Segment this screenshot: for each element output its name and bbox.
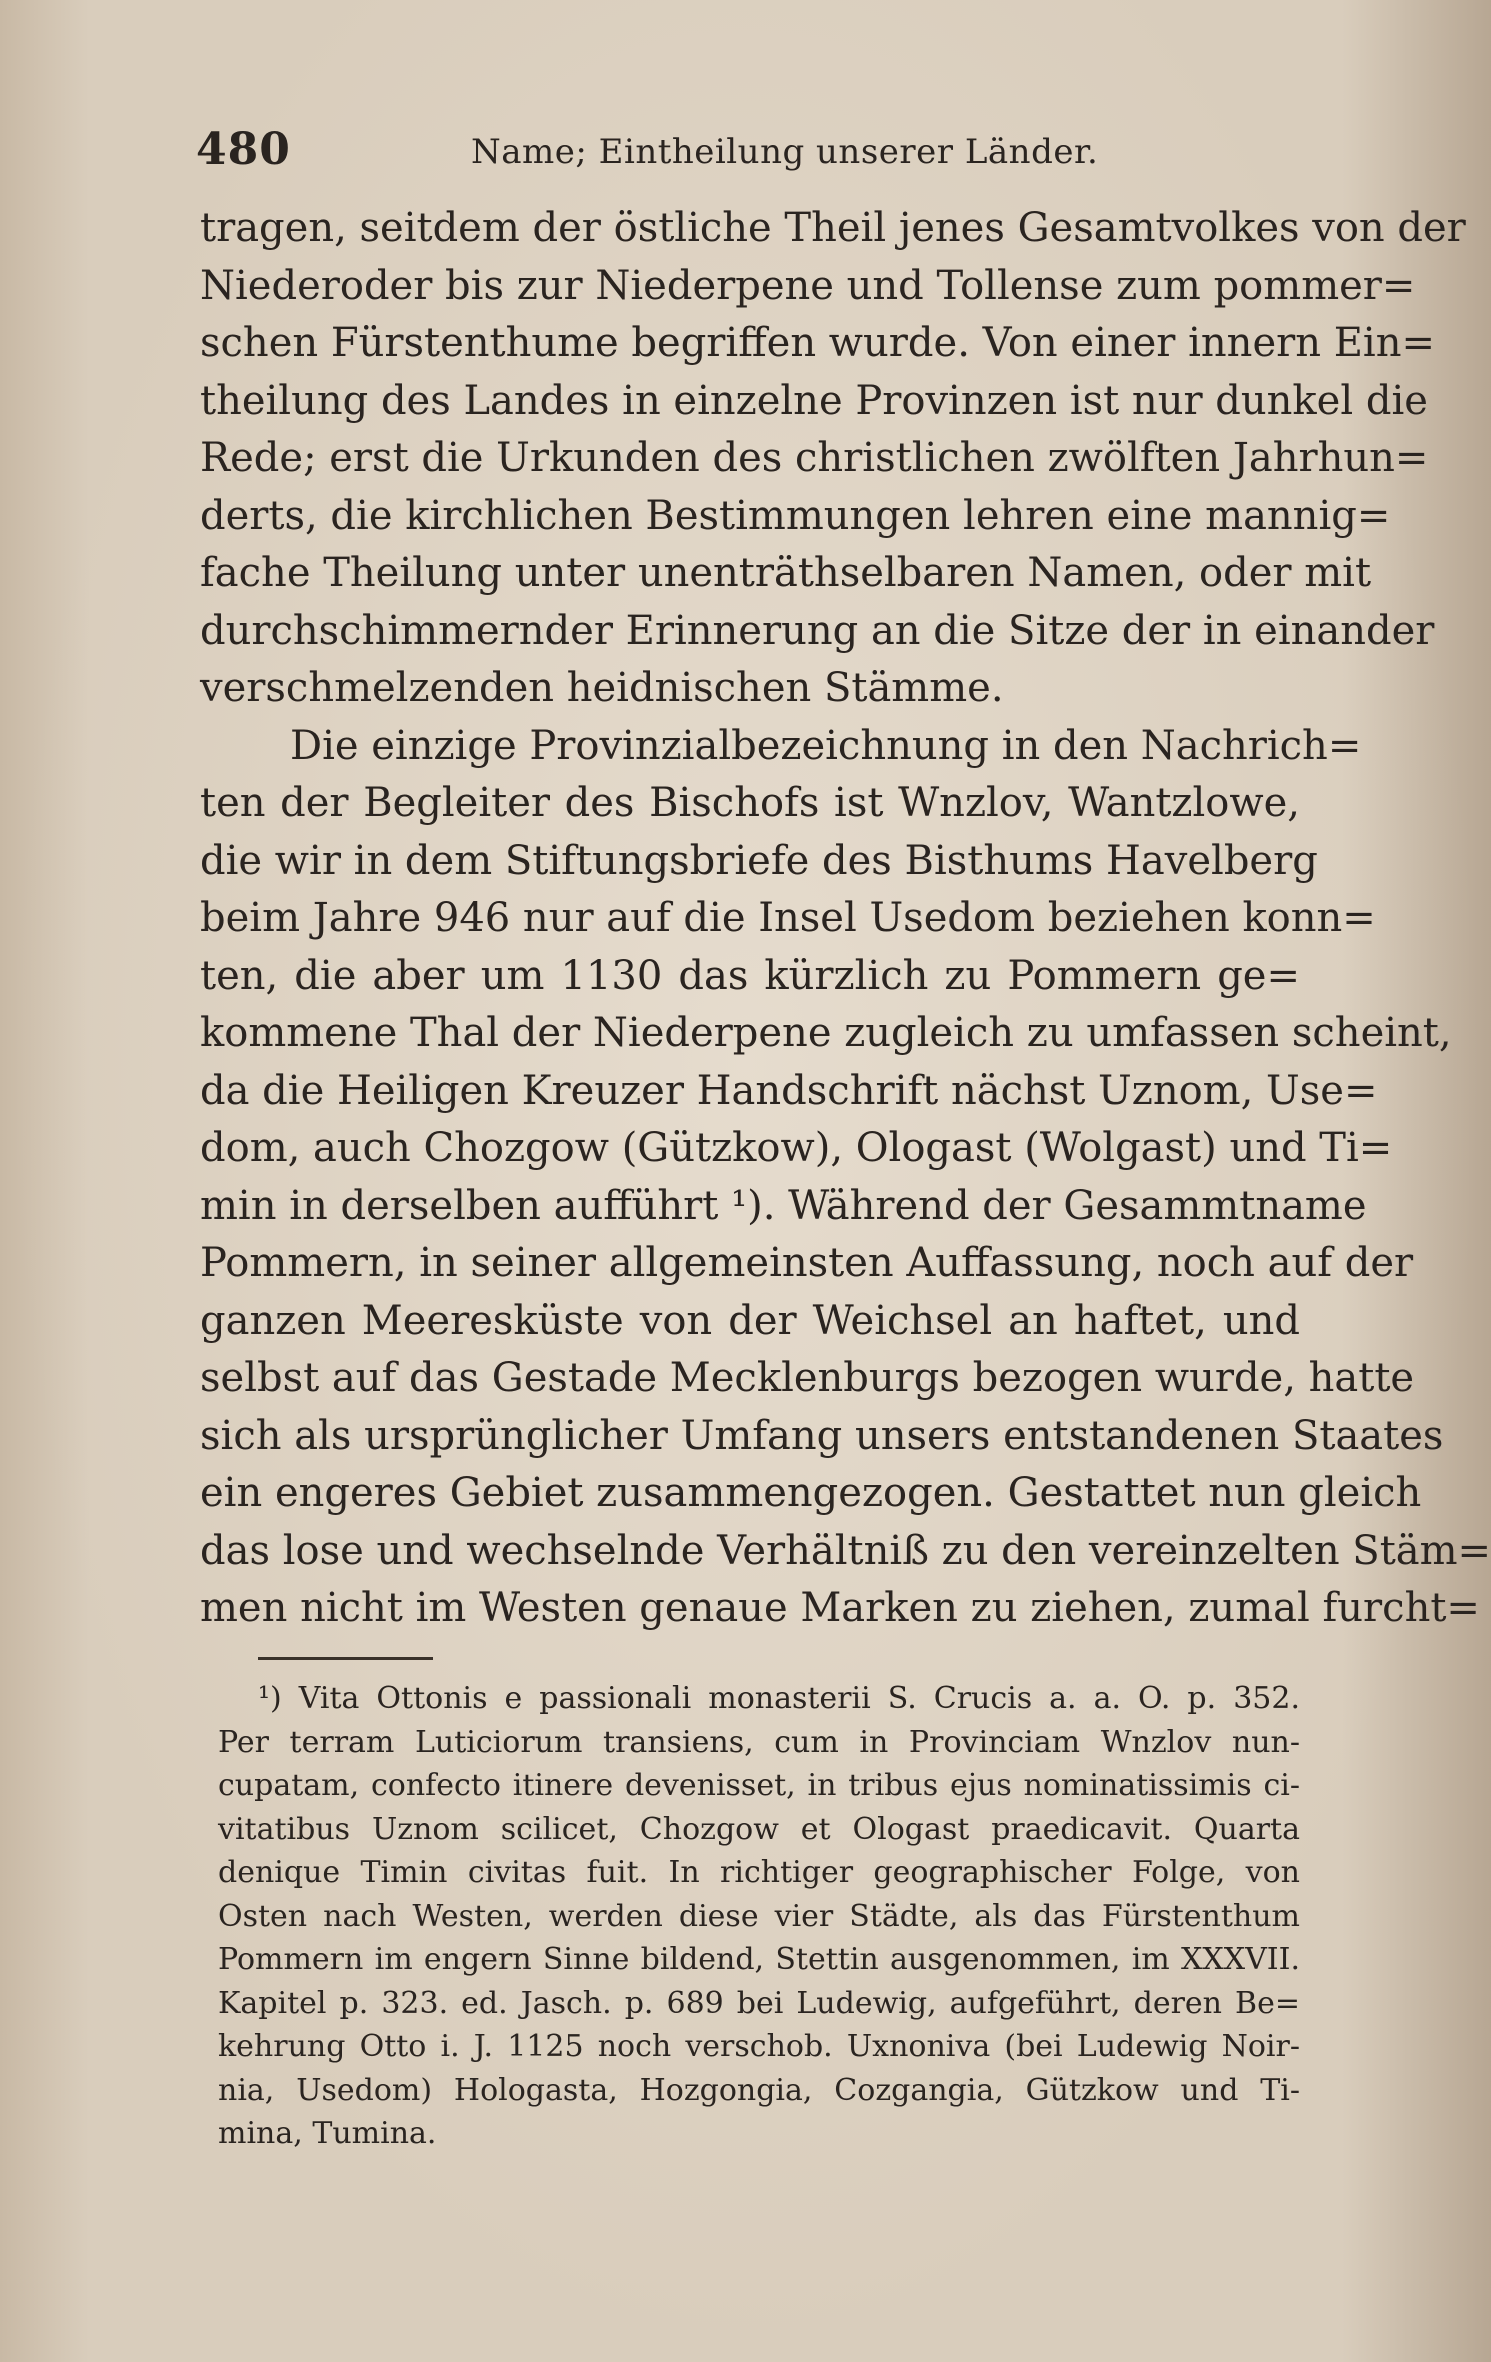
footnote-line: cupatam, confecto itinere devenisset, in tribus ejus nominatissimis ci-	[218, 1768, 1300, 1803]
running-title: Name; Eintheilung unserer Länder.	[471, 132, 1099, 172]
text-line: tragen, seitdem der östliche Theil jenes Gesamtvolkes von der	[200, 205, 1466, 251]
footnote-line: nia, Usedom) Hologasta, Hozgongia, Cozgangia, Gützkow und Ti-	[218, 2072, 1300, 2108]
page-number: 480	[196, 124, 291, 175]
text-line: min in derselben aufführt ¹). Während der Gesammtname	[200, 1182, 1367, 1229]
footnote-line: vitatibus Uznom scilicet, Chozgow et Ologast praedicavit. Quarta	[218, 1811, 1300, 1847]
text-line: theilung des Landes in einzelne Provinzen ist nur dunkel die	[200, 377, 1428, 424]
text-line: derts, die kirchlichen Bestimmungen lehren eine mannig=	[200, 492, 1391, 539]
footnote	[218, 1677, 1300, 2156]
text-line: durchschimmernder Erinnerung an die Sitze der in einander	[200, 607, 1435, 654]
footnote-divider	[258, 1657, 433, 1660]
text-line: fache Theilung unter unenträthselbaren Namen, oder mit	[200, 550, 1372, 596]
text-line: kommene Thal der Niederpene zugleich zu umfassen scheint,	[200, 1010, 1452, 1056]
text-line: Pommern, in seiner allgemeinsten Auffassung, noch auf der	[200, 1240, 1414, 1286]
text-line: beim Jahre 946 nur auf die Insel Usedom beziehen konn=	[200, 895, 1376, 941]
footnote-line: mina, Tumina.	[218, 2116, 437, 2151]
text-line: das lose und wechselnde Verhältniß zu den vereinzelten Stäm=	[200, 1527, 1491, 1574]
text-line: Rede; erst die Urkunden des christlichen zwölften Jahrhun=	[200, 435, 1429, 481]
text-line: dom, auch Chozgow (Gützkow), Ologast (Wolgast) und Ti=	[200, 1125, 1393, 1171]
body-text	[200, 200, 1491, 1638]
page-header	[196, 120, 1296, 180]
text-line: men nicht im Westen genaue Marken zu ziehen, zumal furcht=	[200, 1585, 1480, 1631]
text-line: schen Fürstenthume begriffen wurde. Von einer innern Ein=	[200, 320, 1435, 366]
footnote-line: Pommern im engern Sinne bildend, Stettin ausgenommen, im XXXVII.	[218, 1942, 1300, 1977]
footnote-line: Per terram Luticiorum transiens, cum in Provinciam Wnzlov nun-	[218, 1724, 1300, 1760]
footnote-line: denique Timin civitas fuit. In richtiger geographischer Folge, von	[218, 1855, 1300, 1890]
text-line: ganzen Meeresküste von der Weichsel an haftet, und	[200, 1297, 1300, 1344]
text-line: ein engeres Gebiet zusammengezogen. Gestattet nun gleich	[200, 1470, 1422, 1516]
text-line: da die Heiligen Kreuzer Handschrift nächst Uznom, Use=	[200, 1067, 1378, 1114]
text-line: Die einzige Provinzialbezeichnung in den Nachrich=	[290, 722, 1362, 769]
text-line: ten, die aber um 1130 das kürzlich zu Pommern ge=	[200, 952, 1300, 999]
footnote-line: ¹) Vita Ottonis e passionali monasterii S. Crucis a. a. O. p. 352.	[258, 1681, 1300, 1716]
text-line: ten der Begleiter des Bischofs ist Wnzlov, Wantzlowe,	[200, 780, 1300, 826]
footnote-line: Osten nach Westen, werden diese vier Städte, als das Fürstenthum	[218, 1898, 1300, 1934]
footnote-line: Kapitel p. 323. ed. Jasch. p. 689 bei Ludewig, aufgeführt, deren Be=	[218, 1985, 1300, 2021]
text-line: selbst auf das Gestade Mecklenburgs bezogen wurde, hatte	[200, 1355, 1415, 1401]
text-line: sich als ursprünglicher Umfang unsers entstandenen Staates	[200, 1412, 1444, 1459]
footnote-line: kehrung Otto i. J. 1125 noch verschob. Uxnoniva (bei Ludewig Noir-	[218, 2029, 1300, 2064]
text-line: verschmelzenden heidnischen Stämme.	[200, 665, 1004, 711]
text-line: die wir in dem Stiftungsbriefe des Bisthums Havelberg	[200, 837, 1318, 884]
text-line: Niederoder bis zur Niederpene und Tollense zum pommer=	[200, 262, 1416, 309]
